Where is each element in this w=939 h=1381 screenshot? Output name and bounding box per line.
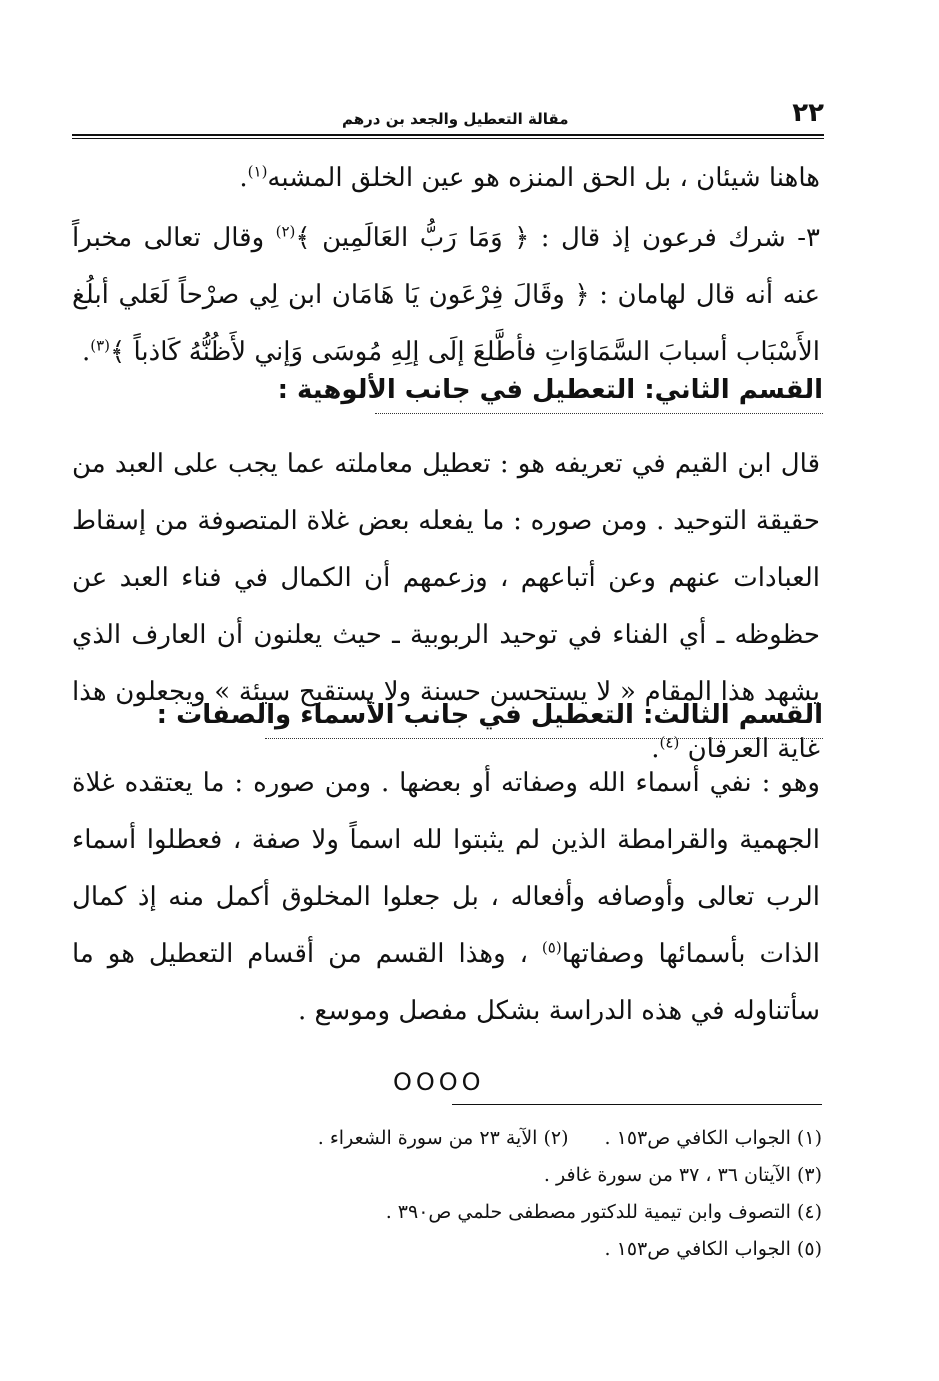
paragraph-2-text-b: وقال تعالى مخبراً عنه أنه قال لهامان : ﴿ وقَالَ فِرْعَون يَا هَامَان ابن لِي صرْحاً لَعَلي أبلُغ الأَسْبَاب أسبابَ السَّمَاوَاتِ فأطَّلعَ إلَى إلِهِ مُوسَى وَإني لأَظُنُّهُ كَاذباً ﴾	[72, 223, 820, 367]
paragraph-4-text-a: وهو : نفي أسماء الله وصفاته أو بعضها . ومن صوره : ما يعتقده غلاة الجهمية والقرامطة الذين لم يثبتوا لله اسماً ولا صفة ، فعطلوا أسماء الرب تعالى وأوصافه وأفعاله ، بل جعلوا المخلوق أكمل منه إذ كمال الذات بأسمائها وصفاتها	[72, 768, 820, 969]
running-title: مقالة التعطيل والجعد بن درهم	[342, 110, 569, 128]
footnote-2: (٢) الآية ٢٣ من سورة الشعراء .	[317, 1127, 569, 1149]
footnote-ref-2: (٢)	[275, 222, 296, 241]
footnote-5: (٥) الجواب الكافي ص١٥٣ .	[604, 1238, 822, 1260]
paragraph-3-end: .	[651, 734, 660, 764]
footnote-ref-5: (٥)	[541, 938, 562, 957]
paragraph-2	[72, 210, 820, 381]
footnote-ref-4: (٤)	[659, 733, 680, 752]
paragraph-3-text: قال ابن القيم في تعريفه هو : تعطيل معاملته عما يجب على العبد من حقيقة التوحيد . ومن صوره : ما يفعله بعض غلاة المتصوفة من إسقاط العبادات عنهم وعن أتباعهم ، وزعمهم أن الكمال في فناء العبد عن حظوظه ـ أي الفناء في توحيد الربوبية ـ حيث يعلنون أن العارف الذي يشهد هذا المقام « لا يستحسن حسنة ولا يستقبح سيئة » ويجعلون هذا غاية العرفان	[72, 449, 820, 764]
footnote-1: (١) الجواب الكافي ص١٥٣ .	[604, 1127, 822, 1149]
header-rule	[72, 134, 824, 139]
footnotes	[200, 1120, 822, 1268]
paragraph-4-text-b: ، وهذا القسم من أقسام التعطيل هو ما سأتناوله في هذه الدراسة بشكل مفصل وموسع .	[72, 939, 820, 1026]
footnote-ref-1: (١)	[247, 162, 268, 181]
footnote-line-1	[200, 1120, 822, 1157]
footnote-ref-3: (٣)	[90, 336, 110, 355]
page-header	[72, 96, 824, 136]
paragraph-2-end: .	[81, 337, 91, 367]
paragraph-4	[72, 755, 820, 1040]
paragraph-2-text-a: ٣- شرك فرعون إذ قال : ﴿ وَمَا رَبُّ العَالَمِين ﴾	[295, 223, 820, 253]
page-number: ٢٢	[792, 98, 824, 128]
footnote-rule	[452, 1104, 822, 1105]
section-heading-divinity: القسم الثاني: التعطيل في جانب الألوهية :	[375, 375, 823, 414]
footnote-4: (٤) التصوف وابن تيمية للدكتور مصطفى حلمي ص٣٩٠ .	[385, 1201, 822, 1223]
paragraph-1-text: هاهنا شيئان ، بل الحق المنزه هو عين الخلق المشبه	[267, 163, 820, 193]
footnote-3: (٣) الآيتان ٣٦ ، ٣٧ من سورة غافر .	[543, 1164, 822, 1186]
paragraph-1-end: .	[239, 163, 248, 193]
section-divider-marks: OOOO	[393, 1068, 485, 1096]
section-heading-names-attributes: القسم الثالث: التعطيل في جانب الأسماء والصفات :	[265, 700, 823, 739]
paragraph-1	[72, 150, 820, 207]
